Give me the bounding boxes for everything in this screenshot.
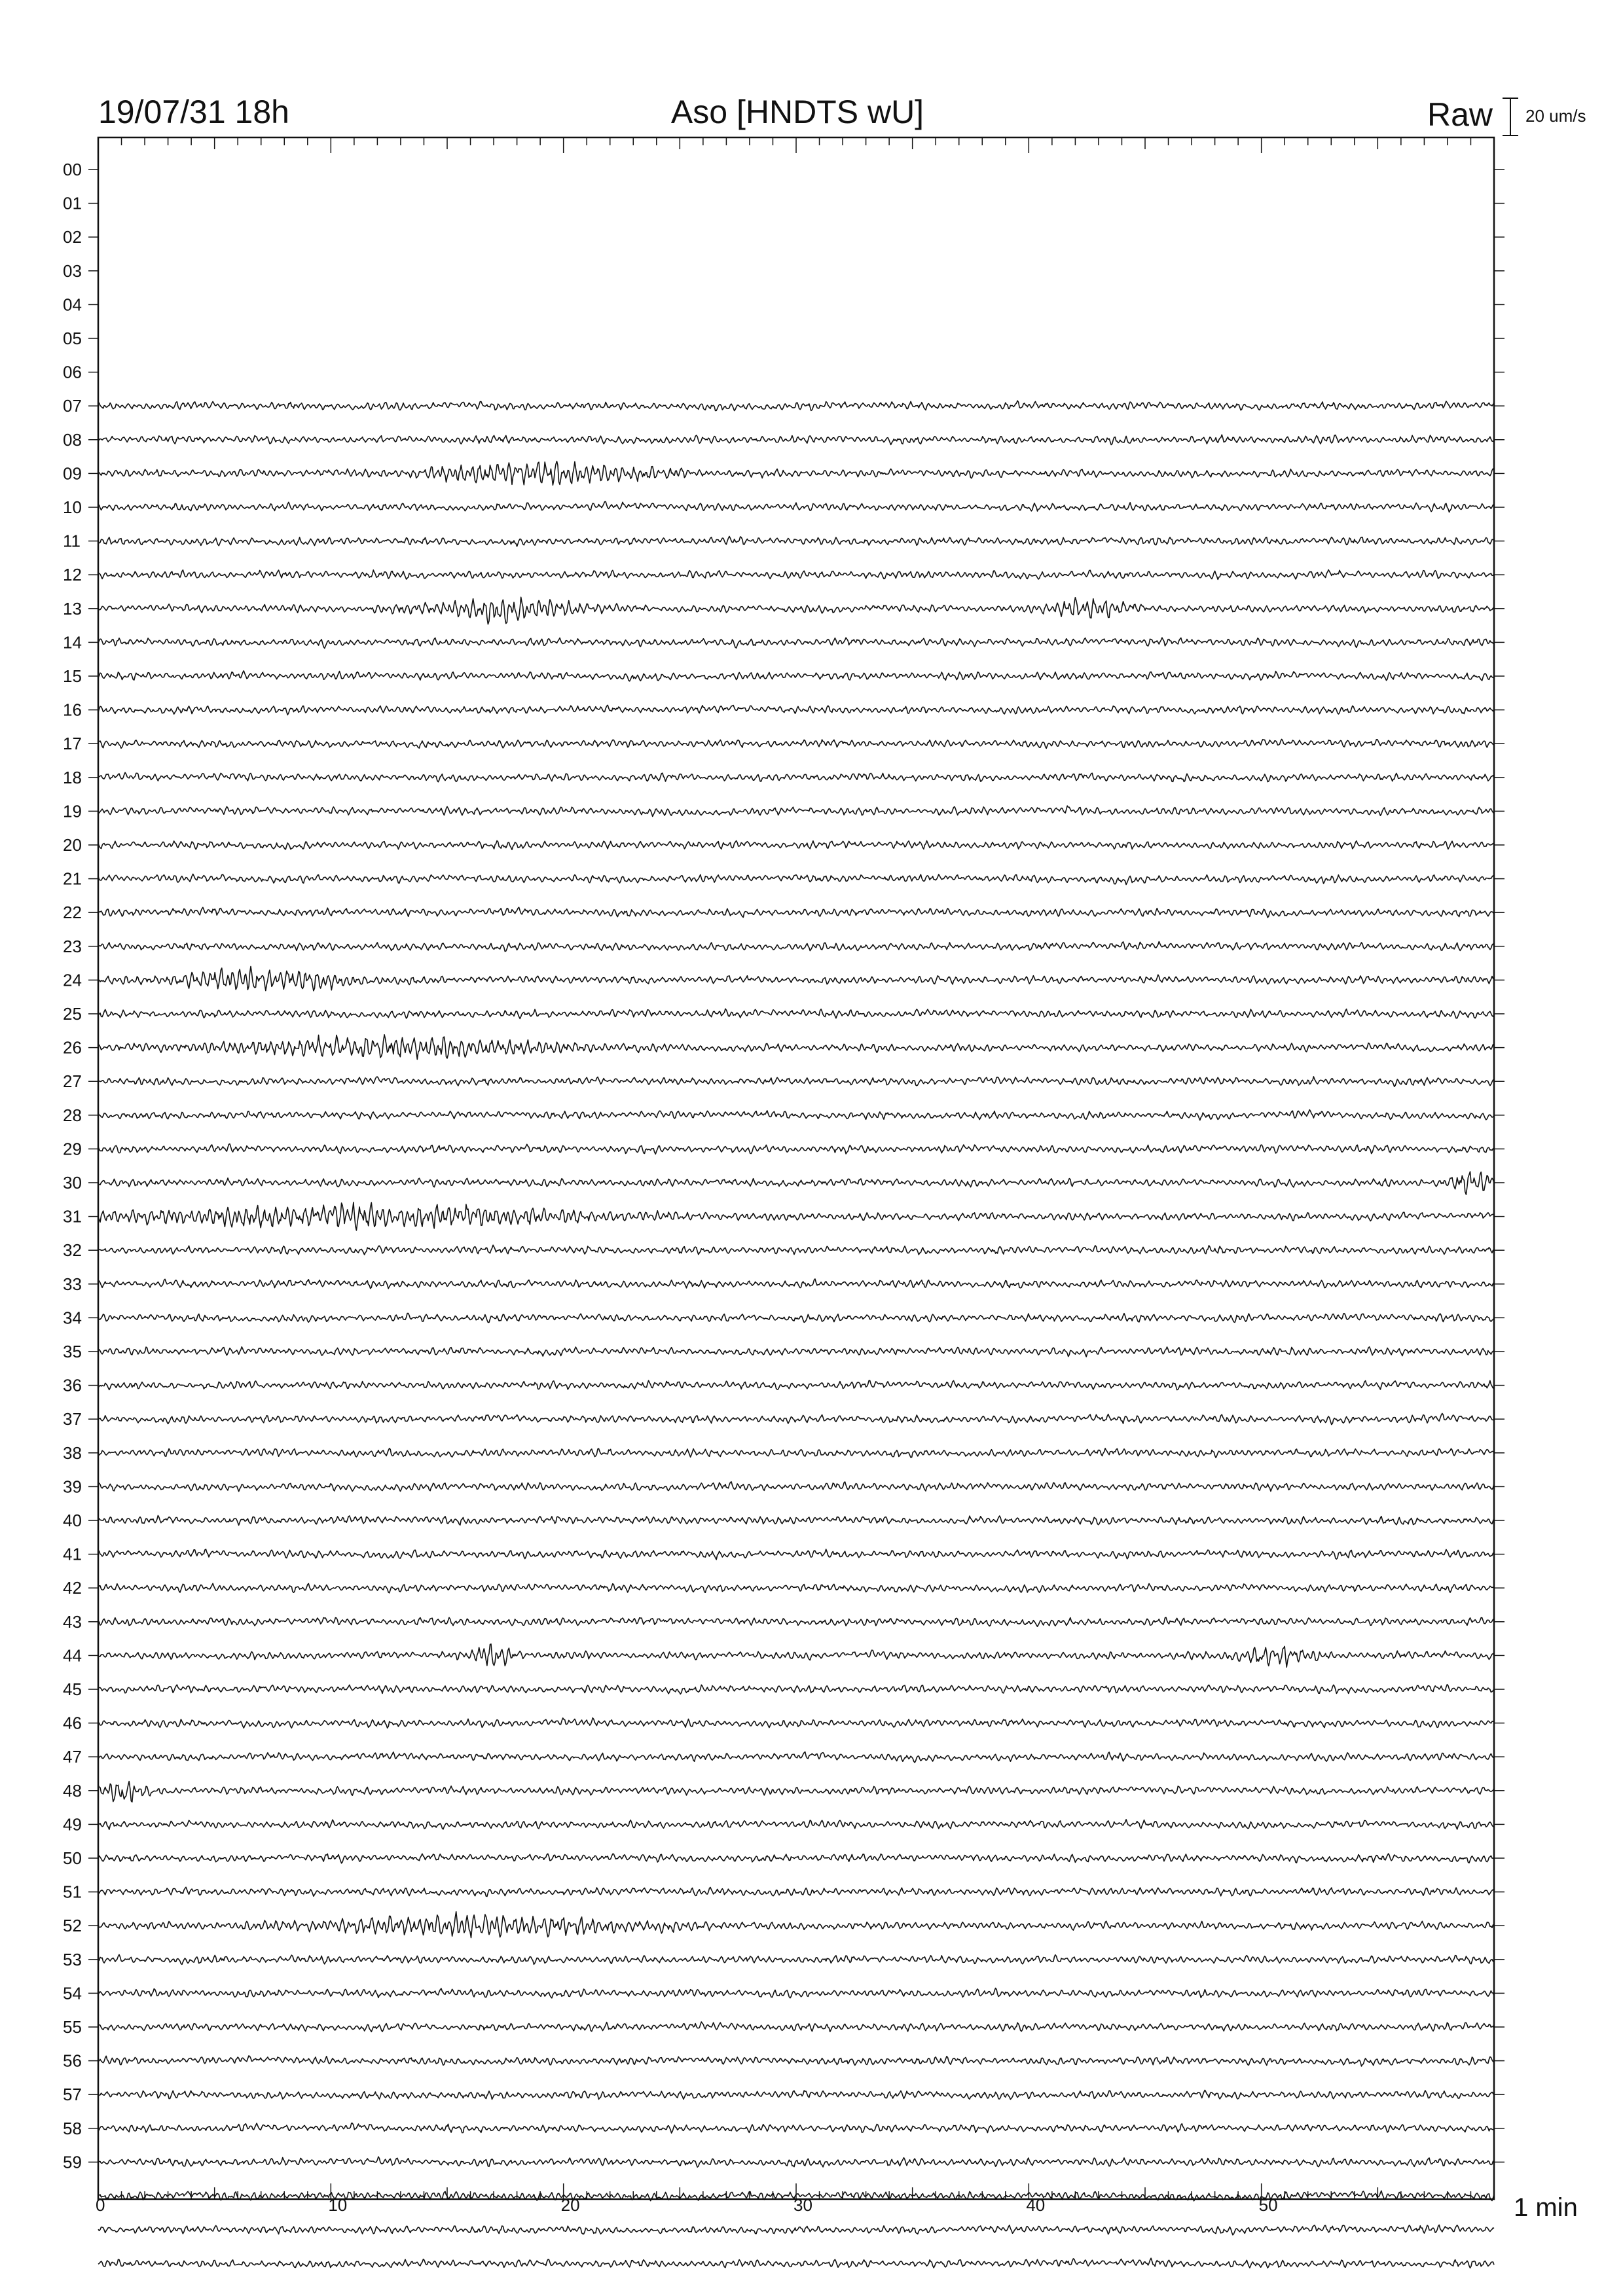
trace-row-23 bbox=[98, 942, 1494, 952]
trace-row-41 bbox=[98, 1549, 1494, 1560]
row-label: 25 bbox=[63, 1004, 82, 1024]
row-label: 24 bbox=[63, 970, 82, 990]
row-label: 10 bbox=[63, 497, 82, 517]
trace-row-56 bbox=[98, 2056, 1494, 2066]
x-tick-label: 40 bbox=[1026, 2195, 1046, 2215]
trace-row-29 bbox=[98, 1144, 1494, 1155]
x-unit-label: 1 min bbox=[1514, 2193, 1578, 2222]
seismic-traces bbox=[98, 401, 1494, 2268]
trace-row-57 bbox=[98, 2090, 1494, 2099]
trace-row-13 bbox=[98, 597, 1494, 624]
trace-row-46 bbox=[98, 1718, 1494, 1729]
trace-row-27 bbox=[98, 1077, 1494, 1086]
row-label: 27 bbox=[63, 1071, 82, 1092]
row-label: 35 bbox=[63, 1342, 82, 1361]
row-label: 48 bbox=[63, 1780, 82, 1801]
row-label: 30 bbox=[63, 1173, 82, 1193]
trace-row-26 bbox=[98, 1035, 1494, 1060]
x-tick-label: 50 bbox=[1258, 2195, 1278, 2215]
plot-frame bbox=[98, 137, 1494, 2199]
frame-ticks bbox=[98, 137, 1494, 2199]
row-label: 14 bbox=[63, 632, 82, 653]
row-label: 20 bbox=[63, 835, 82, 855]
row-label: 06 bbox=[63, 362, 82, 382]
row-label: 31 bbox=[63, 1206, 82, 1227]
trace-row-51 bbox=[98, 1887, 1494, 1896]
row-label: 54 bbox=[63, 1983, 82, 2003]
row-label: 17 bbox=[63, 734, 82, 754]
trace-row-53 bbox=[98, 1954, 1494, 1964]
x-tick-label: 10 bbox=[328, 2195, 348, 2215]
row-label: 51 bbox=[63, 1882, 82, 1902]
trace-row-28 bbox=[98, 1110, 1494, 1121]
row-label: 42 bbox=[63, 1578, 82, 1598]
row-label: 57 bbox=[63, 2085, 82, 2105]
trace-row-extra-3 bbox=[98, 2258, 1494, 2268]
mode-label: Raw bbox=[1427, 96, 1493, 133]
trace-row-17 bbox=[98, 739, 1494, 748]
row-label: 44 bbox=[63, 1645, 82, 1666]
trace-row-16 bbox=[98, 705, 1494, 715]
row-label: 07 bbox=[63, 396, 82, 416]
row-label: 58 bbox=[63, 2118, 82, 2138]
trace-row-30 bbox=[98, 1172, 1494, 1194]
trace-row-38 bbox=[98, 1448, 1494, 1458]
trace-row-44 bbox=[98, 1644, 1494, 1667]
station-title: Aso [HNDTS wU] bbox=[670, 94, 924, 130]
row-label: 40 bbox=[63, 1511, 82, 1530]
row-label: 22 bbox=[63, 903, 82, 923]
trace-row-45 bbox=[98, 1685, 1494, 1695]
x-tick-label: 20 bbox=[560, 2195, 580, 2215]
row-label: 04 bbox=[63, 295, 82, 315]
trace-row-15 bbox=[98, 671, 1494, 681]
trace-row-37 bbox=[98, 1414, 1494, 1425]
trace-row-58 bbox=[98, 2123, 1494, 2133]
row-label: 41 bbox=[63, 1544, 82, 1564]
row-label: 36 bbox=[63, 1375, 82, 1395]
row-label: 47 bbox=[63, 1747, 82, 1767]
trace-row-39 bbox=[98, 1482, 1494, 1492]
row-label: 28 bbox=[63, 1105, 82, 1125]
trace-row-09 bbox=[98, 461, 1494, 486]
row-label: 00 bbox=[63, 160, 82, 179]
row-label: 55 bbox=[63, 2017, 82, 2037]
x-axis bbox=[96, 2193, 1578, 2222]
trace-row-14 bbox=[98, 637, 1494, 648]
trace-row-47 bbox=[98, 1752, 1494, 1763]
row-label: 18 bbox=[63, 767, 82, 787]
row-label: 46 bbox=[63, 1713, 82, 1733]
row-label: 53 bbox=[63, 1949, 82, 1969]
trace-row-08 bbox=[98, 435, 1494, 444]
row-label: 39 bbox=[63, 1477, 82, 1497]
trace-row-35 bbox=[98, 1347, 1494, 1357]
chart-header bbox=[98, 94, 1586, 135]
row-label: 09 bbox=[63, 463, 82, 484]
trace-row-33 bbox=[98, 1279, 1494, 1289]
row-label: 02 bbox=[63, 227, 82, 247]
trace-row-48 bbox=[98, 1782, 1494, 1803]
trace-row-36 bbox=[98, 1380, 1494, 1390]
trace-row-59 bbox=[98, 2157, 1494, 2167]
row-label: 43 bbox=[63, 1611, 82, 1632]
trace-row-18 bbox=[98, 772, 1494, 781]
x-tick-label: 30 bbox=[793, 2195, 812, 2215]
x-tick-label: 0 bbox=[96, 2195, 105, 2215]
trace-row-55 bbox=[98, 2022, 1494, 2032]
row-label: 52 bbox=[63, 1916, 82, 1936]
trace-row-21 bbox=[98, 874, 1494, 884]
row-label: 32 bbox=[63, 1240, 82, 1261]
scale-bar-label: 20 um/s bbox=[1525, 106, 1586, 126]
trace-row-52 bbox=[98, 1912, 1494, 1938]
row-label: 26 bbox=[63, 1037, 82, 1058]
trace-row-extra-2 bbox=[98, 2225, 1494, 2234]
row-label: 23 bbox=[63, 936, 82, 956]
row-label: 21 bbox=[63, 869, 82, 889]
row-label: 37 bbox=[63, 1409, 82, 1429]
row-label: 05 bbox=[63, 329, 82, 348]
trace-row-11 bbox=[98, 537, 1494, 547]
trace-row-19 bbox=[98, 806, 1494, 816]
row-label: 12 bbox=[63, 565, 82, 585]
datetime-label: 19/07/31 18h bbox=[98, 94, 289, 130]
trace-row-43 bbox=[98, 1617, 1494, 1626]
row-label: 50 bbox=[63, 1848, 82, 1868]
row-label: 03 bbox=[63, 260, 82, 281]
trace-row-25 bbox=[98, 1009, 1494, 1018]
trace-row-54 bbox=[98, 1988, 1494, 1998]
row-label: 29 bbox=[63, 1139, 82, 1159]
trace-row-49 bbox=[98, 1820, 1494, 1829]
row-label: 13 bbox=[63, 598, 82, 619]
row-label: 34 bbox=[63, 1308, 82, 1328]
row-label: 08 bbox=[63, 429, 82, 450]
trace-row-42 bbox=[98, 1583, 1494, 1593]
row-label: 15 bbox=[63, 666, 82, 686]
row-label: 16 bbox=[63, 700, 82, 720]
row-label: 49 bbox=[63, 1814, 82, 1835]
trace-row-34 bbox=[98, 1314, 1494, 1323]
trace-row-12 bbox=[98, 570, 1494, 580]
scale-bar bbox=[1503, 98, 1586, 135]
row-label: 33 bbox=[63, 1274, 82, 1294]
row-label: 59 bbox=[63, 2152, 82, 2172]
trace-row-24 bbox=[98, 967, 1494, 991]
trace-row-40 bbox=[98, 1516, 1494, 1526]
row-labels bbox=[63, 160, 1504, 2172]
trace-row-07 bbox=[98, 401, 1494, 410]
trace-row-10 bbox=[98, 501, 1494, 512]
trace-row-50 bbox=[98, 1854, 1494, 1863]
trace-row-32 bbox=[98, 1245, 1494, 1255]
trace-row-20 bbox=[98, 841, 1494, 850]
row-label: 01 bbox=[63, 193, 82, 213]
row-label: 56 bbox=[63, 2051, 82, 2071]
row-label: 45 bbox=[63, 1679, 82, 1699]
trace-row-22 bbox=[98, 907, 1494, 918]
trace-row-31 bbox=[98, 1202, 1494, 1230]
row-label: 11 bbox=[63, 531, 81, 551]
row-label: 38 bbox=[63, 1443, 82, 1463]
row-label: 19 bbox=[63, 801, 82, 821]
